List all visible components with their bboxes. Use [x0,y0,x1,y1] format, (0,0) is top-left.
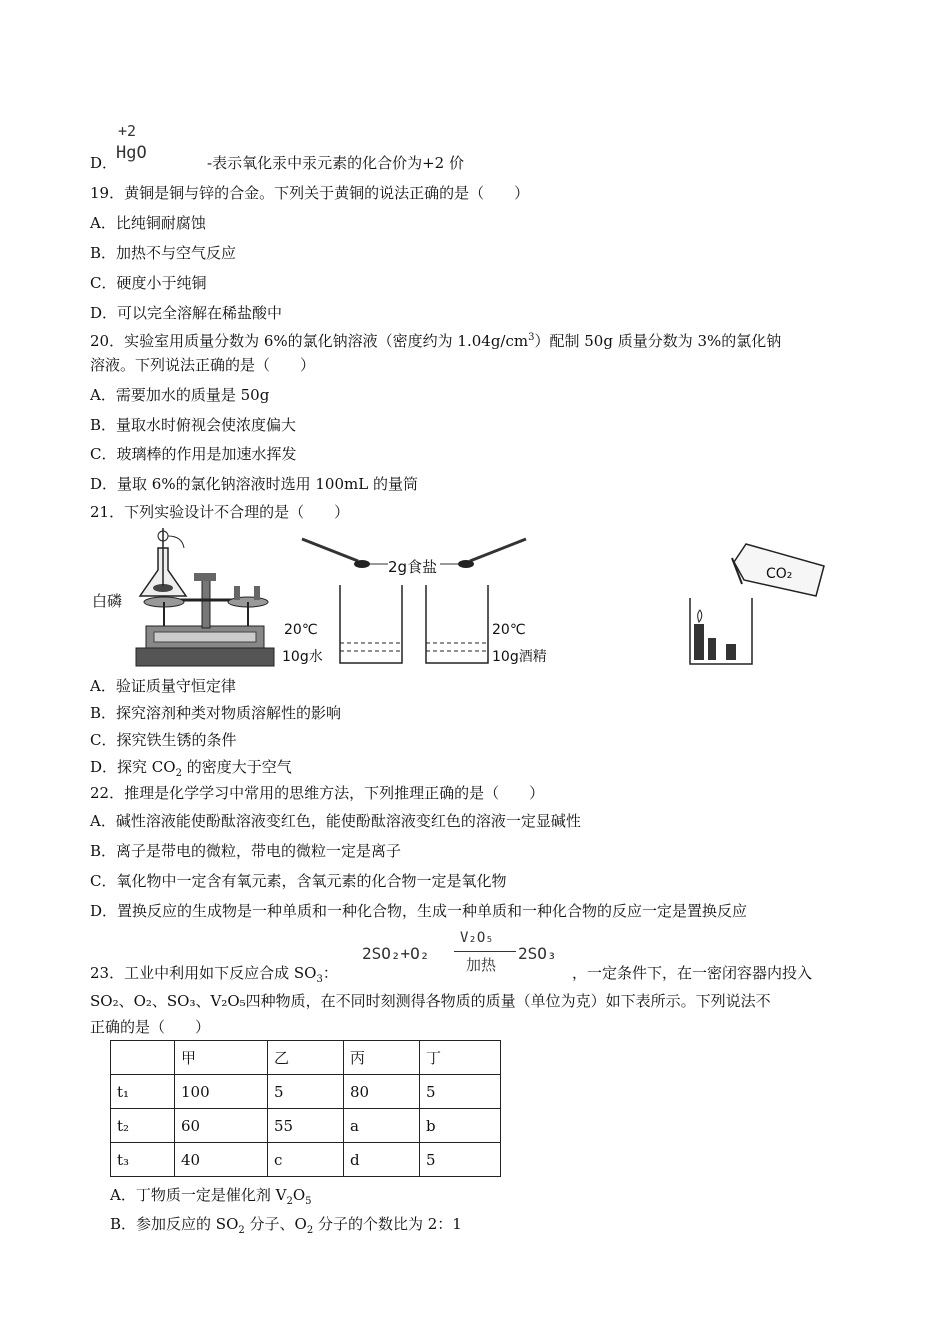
reaction-condition: 加热 [466,956,497,974]
q20-stem-line1: 20．实验室用质量分数为 6%的氯化钠溶液（密度约为 $1.04g/cm^3$）配制 50g 质量分数为 3%的氯化钠 [90,332,782,350]
figure-balance-flask [130,528,280,670]
q22-option-b: B．离子是带电的微粒，带电的微粒一定是离子 [90,842,402,860]
q23-stem-line1a: 23．工业中利用如下反应合成 $SO_3$： [90,964,338,985]
label-temp-right: 20℃ [492,622,526,638]
q21-stem: 21．下列实验设计不合理的是（ ） [90,503,350,521]
table-cell: d [344,1143,420,1177]
q21-option-c: C．探究铁生锈的条件 [90,731,237,749]
reaction-arrow-line [454,951,516,952]
table-cell: 60 [175,1109,268,1143]
table-cell: 5 [420,1143,501,1177]
q21-option-d: D．探究 $CO_2$ 的密度大于空气 [90,758,292,779]
q21-option-a: A．验证质量守恒定律 [90,677,236,695]
q23-stem-line1c: ，一定条件下，在一密闭容器内投入 [572,964,813,982]
table-cell [111,1041,175,1075]
label-co2-bottle: CO₂ [766,566,793,582]
q22-option-a: A．碱性溶液能使酚酞溶液变红色，能使酚酞溶液变红色的溶液一定显碱性 [90,812,581,830]
reaction-catalyst: V₂O₅ [460,930,494,946]
table-cell: 丙 [344,1041,420,1075]
q19-option-b: B．加热不与空气反应 [90,244,237,262]
table-cell: c [268,1143,344,1177]
q20-option-d: D．量取 6%的氯化钠溶液时选用 100mL 的量筒 [90,475,418,493]
table-header-row [111,1041,501,1075]
table-cell: 甲 [175,1041,268,1075]
figure-co2-candles [686,538,836,668]
label-white-phosphorus: 白磷 [92,592,123,610]
hgo-formula: HgO [116,143,147,163]
q19-stem: 19．黄铜是铜与锌的合金。下列关于黄铜的说法正确的是（ ） [90,184,530,202]
q23-option-b: B．参加反应的 $SO_2$ 分子、$O_2$ 分子的个数比为 2：1 [110,1215,462,1236]
valence-superscript: +2 [118,122,137,140]
q21-option-b: B．探究溶剂种类对物质溶解性的影响 [90,704,342,722]
q20-option-a: A．需要加水的质量是 50g [90,386,270,404]
q19-option-c: C．硬度小于纯铜 [90,274,207,292]
table-cell: 5 [268,1075,344,1109]
q22-option-c: C．氧化物中一定含有氧元素，含氧元素的化合物一定是氧化物 [90,872,507,890]
table-row [111,1075,501,1109]
label-alcohol: 10g酒精 [492,649,547,665]
table-cell: 55 [268,1109,344,1143]
table-cell: 40 [175,1143,268,1177]
q23-stem-line3: 正确的是（ ） [90,1018,211,1036]
table-row [111,1143,501,1177]
q20-option-c: C．玻璃棒的作用是加速水挥发 [90,445,297,463]
q19-option-a: A．比纯铜耐腐蚀 [90,214,206,232]
label-water: 10g水 [282,649,323,665]
q23-stem-line2: SO₂、O₂、SO₃、V₂O₅四种物质，在不同时刻测得各物质的质量（单位为克）如下表所示。下列说法不 [90,992,771,1010]
mass-table [110,1040,501,1177]
q20-option-b: B．量取水时俯视会使浓度偏大 [90,416,297,434]
table-cell: t₂ [111,1109,175,1143]
table-cell: t₁ [111,1075,175,1109]
table-row [111,1109,501,1143]
q23-option-a: A．丁物质一定是催化剂 $V_2O_5$ [110,1186,312,1207]
q22-option-d: D．置换反应的生成物是一种单质和一种化合物，生成一种单质和一种化合物的反应一定是置换反应 [90,902,748,920]
label-temp-left: 20℃ [284,622,318,638]
reaction-left: 2SO₂+O₂ [362,944,430,963]
table-cell: 丁 [420,1041,501,1075]
label-salt: 2g食盐 [388,558,438,576]
table-cell: 80 [344,1075,420,1109]
q18-option-d: D． -表示氧化汞中汞元素的化合价为+2 价 [90,154,464,172]
reaction-right: 2SO₃ [518,944,557,963]
table-cell: 100 [175,1075,268,1109]
q22-stem: 22．推理是化学学习中常用的思维方法，下列推理正确的是（ ） [90,784,545,802]
table-cell: t₃ [111,1143,175,1177]
table-cell: b [420,1109,501,1143]
q19-option-d: D．可以完全溶解在稀盐酸中 [90,304,283,322]
table-cell: 乙 [268,1041,344,1075]
table-cell: a [344,1109,420,1143]
table-cell: 5 [420,1075,501,1109]
q20-stem-line2: 溶液。下列说法正确的是（ ） [90,356,316,374]
